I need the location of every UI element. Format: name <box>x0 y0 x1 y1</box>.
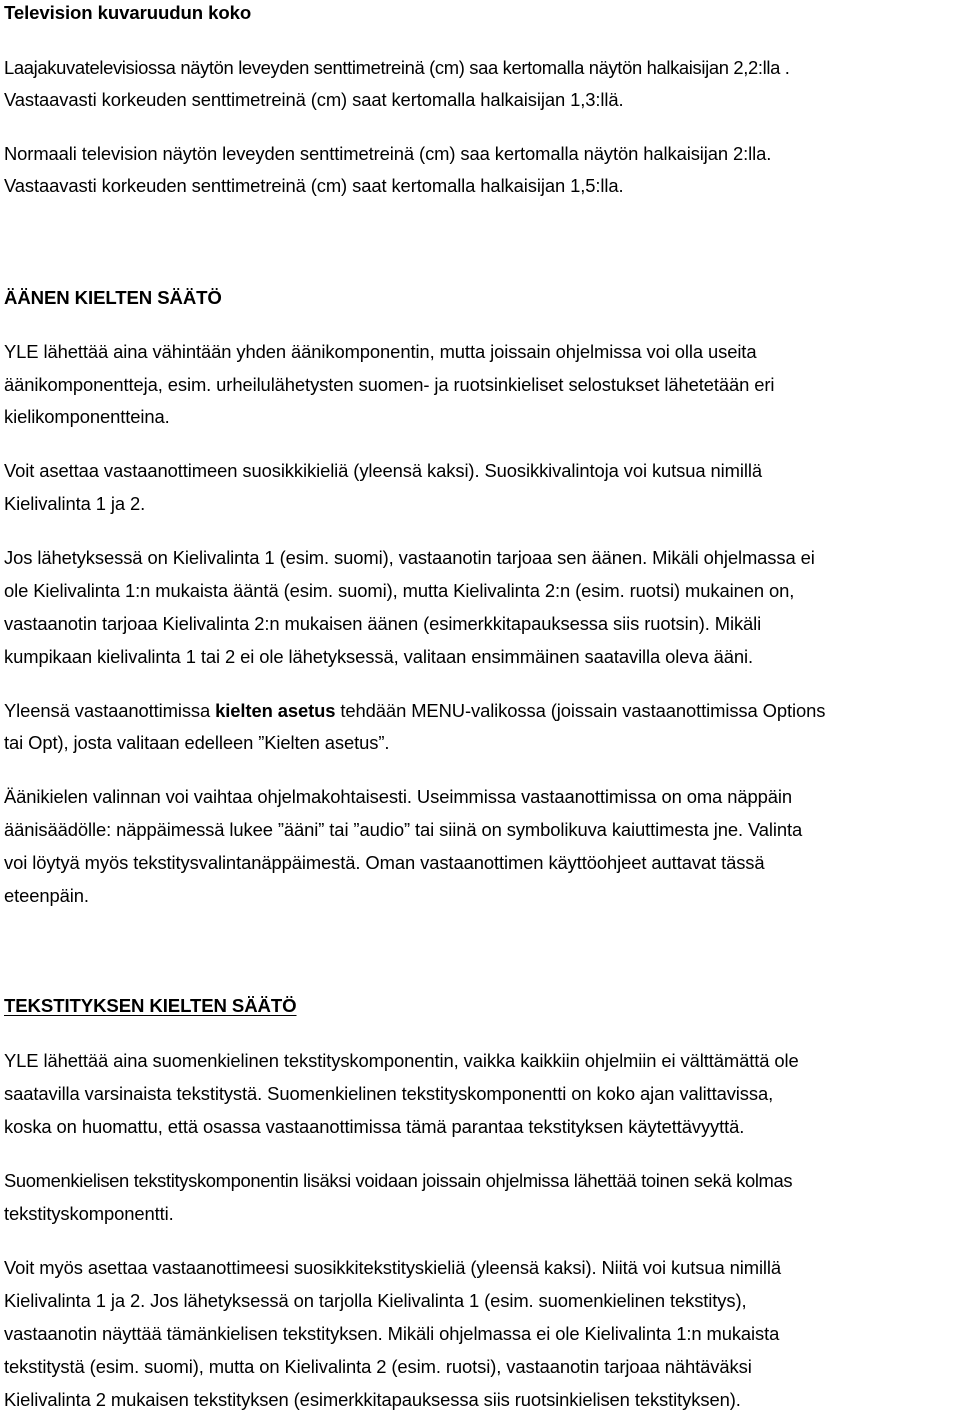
audio-paragraph-line: Voit asettaa vastaanottimeen suosikkikieliä (yleensä kaksi). Suosikkivalintoja voi kutsua nimillä <box>4 460 762 481</box>
tv-section-line: Vastaavasti korkeuden senttimetreinä (cm) saat kertomalla halkaisijan 1,3:llä. <box>4 89 624 110</box>
audio-paragraph-line: äänikomponentteja, esim. urheilulähetysten suomen- ja ruotsinkieliset selostukset lähetetään eri <box>4 374 775 395</box>
audio-paragraph-line: kumpikaan kielivalinta 1 tai 2 ei ole lähetyksessä, valitaan ensimmäinen saatavilla oleva ääni. <box>4 646 754 667</box>
audio-paragraph-line: Äänikielen valinnan voi vaihtaa ohjelmakohtaisesti. Useimmissa vastaanottimissa on oma näppäin <box>4 786 792 807</box>
audio-paragraph-line: eteenpäin. <box>4 885 89 906</box>
audio-paragraph-line: kielikomponentteina. <box>4 406 170 427</box>
audio-settings-text: tehdään MENU-valikossa (joissain vastaanottimissa Options <box>335 700 826 721</box>
audio-paragraph-line: tai Opt), josta valitaan edelleen ”Kielten asetus”. <box>4 732 390 753</box>
subtitle-section-title: TEKSTITYKSEN KIELTEN SÄÄTÖ <box>4 995 297 1016</box>
subtitle-paragraph-line: vastaanotin näyttää tämänkielisen tekstityksen. Mikäli ohjelmassa ei ole Kielivalinta 1:n mukaista <box>4 1323 780 1344</box>
tv-section-line: Normaali television näytön leveyden senttimetreinä (cm) saa kertomalla näytön halkaisijan 2:lla. <box>4 143 772 164</box>
subtitle-paragraph-line: koska on huomattu, että osassa vastaanottimissa tämä parantaa tekstityksen käytettävyyttä. <box>4 1116 745 1137</box>
subtitle-paragraph-line: Suomenkielisen tekstityskomponentin lisäksi voidaan joissain ohjelmissa lähettää toinen sekä kolmas <box>4 1170 793 1191</box>
audio-paragraph-line: Kielivalinta 1 ja 2. <box>4 493 146 514</box>
audio-settings-text: Yleensä vastaanottimissa <box>4 700 216 721</box>
audio-paragraph-line: ole Kielivalinta 1:n mukaista ääntä (esim. suomi), mutta Kielivalinta 2:n (esim. ruotsi) mukainen on, <box>4 580 795 601</box>
subtitle-paragraph-line: tekstityskomponentti. <box>4 1203 174 1224</box>
audio-paragraph-line: Jos lähetyksessä on Kielivalinta 1 (esim. suomi), vastaanotin tarjoaa sen äänen. Mikäli ohjelmassa ei <box>4 547 815 568</box>
subtitle-paragraph-line: Voit myös asettaa vastaanottimeesi suosikkitekstityskieliä (yleensä kaksi). Niitä voi kutsua nimillä <box>4 1257 782 1278</box>
tv-section-line: Vastaavasti korkeuden senttimetreinä (cm) saat kertomalla halkaisijan 1,5:lla. <box>4 175 624 196</box>
audio-paragraph-line <box>4 699 825 723</box>
subtitle-paragraph-line: Kielivalinta 1 ja 2. Jos lähetyksessä on tarjolla Kielivalinta 1 (esim. suomenkielinen tekstitys), <box>4 1290 747 1311</box>
audio-paragraph-line: vastaanotin tarjoaa Kielivalinta 2:n mukaisen äänen (esimerkkitapauksessa siis ruotsin). Mikäli <box>4 613 762 634</box>
language-settings-bold: kielten asetus <box>215 700 336 721</box>
audio-paragraph-line: YLE lähettää aina vähintään yhden äänikomponentin, mutta joissain ohjelmissa voi olla useita <box>4 341 757 362</box>
subtitle-paragraph-line: Kielivalinta 2 mukaisen tekstityksen (esimerkkitapauksessa siis ruotsinkielisen tekstityksen). <box>4 1389 741 1410</box>
subtitle-paragraph-line: YLE lähettää aina suomenkielinen tekstityskomponentin, vaikka kaikkiin ohjelmiin ei välttämättä ole <box>4 1050 799 1071</box>
tv-section-line: Laajakuvatelevisiossa näytön leveyden senttimetreinä (cm) saa kertomalla näytön halkaisijan 2,2:lla . <box>4 57 790 78</box>
subtitle-paragraph-line: tekstitystä (esim. suomi), mutta on Kielivalinta 2 (esim. ruotsi), vastaanotin tarjoaa nähtäväksi <box>4 1356 752 1377</box>
tv-section-title: Television kuvaruudun koko <box>4 2 252 23</box>
audio-paragraph-line: äänisäädölle: näppäimessä lukee ”ääni” tai ”audio” tai siinä on symbolikuva kaiuttimesta jne. Valinta <box>4 819 803 840</box>
subtitle-paragraph-line: saatavilla varsinaista tekstitystä. Suomenkielinen tekstityskomponentti on koko ajan valittavissa, <box>4 1083 774 1104</box>
audio-section-title: ÄÄNEN KIELTEN SÄÄTÖ <box>4 287 222 308</box>
audio-paragraph-line: voi löytyä myös tekstitysvalintanäppäimestä. Oman vastaanottimen käyttöohjeet auttavat tässä <box>4 852 765 873</box>
